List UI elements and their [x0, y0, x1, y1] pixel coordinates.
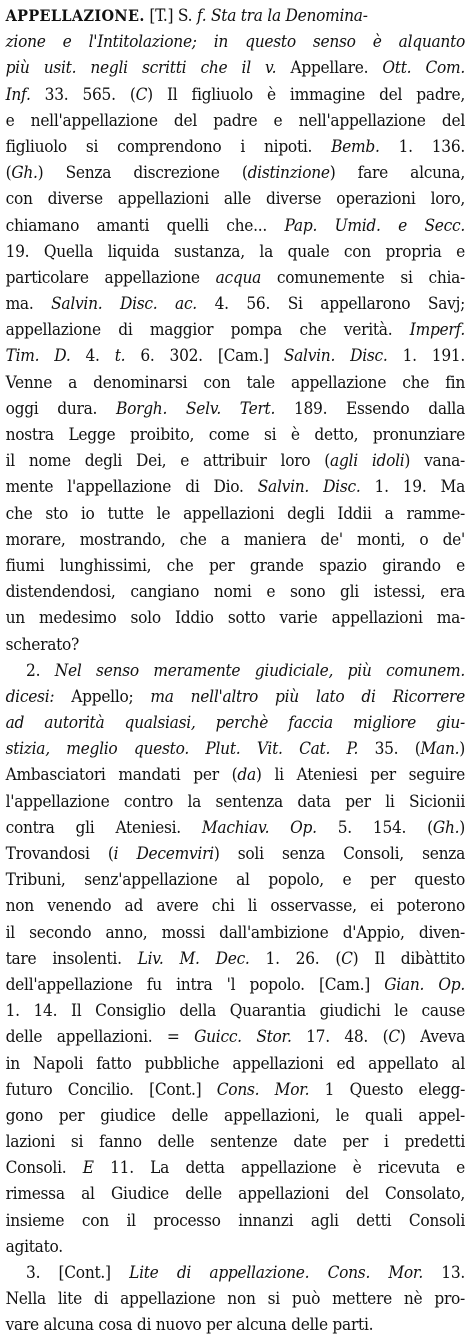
entry-line [6, 632, 465, 658]
entry-line [6, 658, 465, 684]
entry-text: 2. [26, 660, 55, 680]
entry-line [6, 317, 465, 343]
entry-text: Venne a denominarsi con tale appellazione che fin [5, 372, 466, 392]
entry-line [6, 736, 465, 762]
entry-text: il nome degli Dei, e attribuir loro ( [5, 451, 331, 471]
entry-text: 1 Questo elegg- [309, 1079, 466, 1099]
entry-line [6, 186, 465, 212]
citation-text: Gh. [11, 163, 38, 183]
entry-text: ) li Ateniesi per seguire [255, 765, 465, 785]
entry-text: ) fare alcuna, [329, 163, 465, 183]
citation-text: Lite di appellazione. Cons. Mor. [129, 1263, 423, 1282]
entry-text: l'appellazione contro la sentenza data per li Sicionii [5, 791, 466, 811]
entry-text: ) Il dibàttito [352, 948, 465, 968]
citation-text: zione e l'Intitolazione; in questo senso è alquanto [5, 32, 466, 52]
entry-text: ) [459, 739, 465, 759]
entry-line [6, 1051, 465, 1077]
entry-line [6, 815, 465, 841]
entry-line [6, 893, 465, 919]
entry-line [6, 684, 465, 710]
entry-text: contra gli Ateniesi. [5, 817, 202, 837]
entry-text: fiumi lunghissimi, che per grande spazio girando e [5, 555, 466, 575]
citation-text: Liv. M. Dec. [137, 948, 250, 968]
entry-line [6, 160, 465, 186]
entry-text: delle appellazioni. = [5, 1027, 195, 1047]
entry-text: ma. [5, 294, 52, 314]
citation-text: stizia, meglio questo. Plut. Vit. Cat. P. [5, 739, 359, 759]
citation-text: più usit. negli scritti che il v. [5, 58, 291, 78]
entry-text: 4. [70, 346, 115, 366]
entry-text: ) vana- [404, 451, 465, 471]
entry-text: [T.] S. [144, 6, 197, 25]
citation-text: Imperf. [409, 320, 465, 340]
entry-text: 4. 56. Si appellarono Savj; [196, 294, 466, 314]
entry-text: in Napoli fatto pubbliche appellazioni ed appellato al [5, 1053, 466, 1073]
entry-text: ) Aveva [399, 1027, 466, 1047]
entry-line [6, 998, 465, 1024]
entry-line [6, 29, 465, 55]
citation-text: Inf. [5, 84, 31, 104]
entry-text: il secondo anno, mossi dall'ambizione d'Appio, diven- [5, 922, 466, 942]
entry-text: appellazione di maggior pompa che verità. [5, 320, 410, 340]
entry-text: futuro Concilio. [Cont.] [5, 1079, 217, 1099]
entry-line [6, 82, 465, 108]
entry-line [6, 605, 465, 631]
entry-text: rimessa al Giudice delle appellazioni del Consolato, [5, 1184, 466, 1204]
entry-line [6, 3, 465, 29]
citation-text: acqua [215, 267, 262, 287]
entry-text: morare, mostrando, che a maniera de' monti, o de' [5, 529, 466, 549]
entry-text: 17. 48. ( [291, 1027, 389, 1047]
entry-line [6, 291, 465, 317]
entry-text: ( [5, 163, 12, 183]
entry-line [6, 1103, 465, 1129]
citation-text: Gian. Op. [384, 974, 465, 994]
citation-text: Pap. Umid. e Secc. [284, 215, 465, 235]
entry-line [6, 762, 465, 788]
entry-text: 13. [422, 1263, 465, 1282]
entry-text: 1. 26. ( [249, 948, 342, 968]
entry-line [6, 422, 465, 448]
entry-line [6, 396, 465, 422]
entry-text: nostra Legge proibito, come si è detto, pronunziare [5, 425, 466, 444]
entry-line [6, 527, 465, 553]
citation-text: E [82, 1158, 94, 1178]
entry-text: 35. ( [358, 739, 421, 759]
entry-text: scherato? [5, 634, 80, 654]
citation-text: Machiav. Op. [201, 817, 317, 837]
entry-text: oggi dura. [5, 398, 117, 418]
entry-text: ) soli senza Consoli, senza [213, 844, 465, 863]
entry-text: 11. La detta appellazione è ricevuta e [93, 1158, 466, 1178]
entry-line [6, 867, 465, 893]
citation-text: C [341, 948, 353, 968]
citation-text: Bemb. [331, 136, 380, 156]
entry-line [6, 946, 465, 972]
citation-text: Salvin. Disc. [257, 477, 361, 497]
citation-text: ma nell'altro più lato di Ricorrere [150, 686, 466, 706]
entry-text: 1. 14. Il Consiglio della Quarantia giudichi le cause [5, 1001, 466, 1021]
entry-text: Appellare. [290, 58, 383, 78]
entry-text: vare alcuna cosa di nuovo per alcuna delle parti. [5, 1315, 374, 1335]
citation-text: ad autorità qualsiasi, perchè faccia migliore giu- [5, 713, 466, 733]
entry-line [6, 1024, 465, 1050]
entry-line [6, 1129, 465, 1155]
entry-line [6, 972, 465, 998]
entry-text: Ambasciatori mandati per ( [5, 765, 238, 785]
entry-text: ) Il figliuolo è immagine del padre, [147, 84, 465, 104]
entry-text: 33. 565. ( [30, 84, 136, 104]
entry-text: un medesimo solo Iddio sotto varie appellazioni ma- [5, 608, 466, 628]
dictionary-entry-appellazione [6, 3, 465, 1339]
entry-line [6, 370, 465, 396]
citation-text: distinzione [247, 163, 330, 183]
headword: APPELLAZIONE. [5, 6, 145, 25]
entry-text: mente l'appellazione di Dio. [5, 477, 258, 497]
entry-text: 1. 136. [379, 136, 465, 156]
entry-line [6, 265, 465, 291]
citation-text: f. Sta tra la Denomina- [196, 6, 368, 25]
entry-text: 189. Essendo dalla [275, 398, 466, 418]
citation-text: Borgh. Selv. Tert. [116, 398, 276, 418]
entry-text: distendendosi, cangiano nomi e sono gli istessi, era [5, 582, 466, 602]
entry-line [6, 920, 465, 946]
citation-text: Salvin. Disc. [283, 346, 388, 366]
entry-text: che sto io tutte le appellazioni degli Iddii a ramme- [5, 503, 466, 523]
entry-line [6, 1286, 465, 1312]
entry-text: 1. 191. [387, 346, 466, 366]
citation-text: Ott. Com. [382, 58, 465, 78]
entry-line [6, 553, 465, 579]
entry-line [6, 1312, 465, 1338]
entry-line [6, 239, 465, 265]
citation-text: Salvin. Disc. ac. [51, 294, 197, 314]
entry-line [6, 1208, 465, 1234]
entry-line [6, 789, 465, 815]
entry-text: Consoli. [5, 1158, 83, 1178]
entry-text: Tribuni, senz'appellazione al popolo, e per questo [5, 870, 466, 890]
entry-text: 6. 302. [Cam.] [125, 346, 284, 366]
citation-text: Nel senso meramente giudiciale, più comunem. [54, 660, 465, 680]
entry-text: Trovandosi ( [5, 844, 114, 863]
entry-text: non venendo ad avere chi li osservasse, ei poterono [5, 896, 466, 916]
citation-text: Gh. [432, 817, 460, 837]
entry-text: tare insolenti. [5, 948, 138, 968]
entry-line [6, 55, 465, 81]
entry-text: Nella lite di appellazione non si può mettere nè pro- [5, 1289, 466, 1309]
entry-text: e nell'appellazione del padre e nell'appellazione del [5, 110, 466, 130]
entry-text: lazioni si fanno delle sentenze date per i predetti [5, 1132, 466, 1152]
entry-line [6, 474, 465, 500]
citation-text: C [135, 84, 148, 104]
entry-text: 3. [Cont.] [26, 1263, 130, 1282]
entry-text: con diverse appellazioni alle diverse operazioni loro, [5, 189, 466, 209]
entry-line [6, 108, 465, 134]
entry-line [6, 134, 465, 160]
entry-text: 19. Quella liquida sustanza, la quale con propria e [5, 241, 466, 261]
entry-text: 5. 154. ( [316, 817, 433, 837]
entry-line [6, 501, 465, 527]
entry-text: ) [459, 817, 465, 837]
entry-text: ) Senza discrezione ( [37, 163, 248, 183]
entry-text: agitato. [5, 1236, 63, 1256]
entry-line [6, 841, 465, 867]
entry-text: 1. 19. Ma [360, 477, 465, 497]
citation-text: Cons. Mor. [216, 1079, 310, 1099]
entry-line [6, 1155, 465, 1181]
entry-text: chiamano amanti quelli che... [5, 215, 285, 235]
entry-line [6, 343, 465, 369]
citation-text: dicesi: [5, 686, 55, 706]
entry-line [6, 579, 465, 605]
entry-line [6, 710, 465, 736]
entry-text: Appello; [54, 686, 151, 706]
entry-line [6, 1234, 465, 1260]
entry-line [6, 213, 465, 239]
entry-line [6, 1181, 465, 1207]
entry-text: comunemente si chia- [261, 267, 465, 287]
citation-text: t. [114, 346, 126, 366]
entry-text: figliuolo si comprendono i nipoti. [5, 136, 332, 156]
citation-text: i Decemviri [113, 844, 214, 863]
entry-line [6, 1077, 465, 1103]
entry-text: dell'appellazione fu intra 'l popolo. [Cam.] [5, 974, 385, 994]
citation-text: Man. [420, 739, 460, 759]
citation-text: agli idoli [330, 451, 405, 471]
entry-line [6, 448, 465, 474]
citation-text: Guicc. Stor. [194, 1027, 292, 1047]
citation-text: C [388, 1027, 400, 1047]
entry-text: insieme con il processo innanzi agli detti Consoli [5, 1210, 466, 1230]
citation-text: da [237, 765, 256, 785]
citation-text: Tim. D. [5, 346, 71, 366]
entry-text: particolare appellazione [5, 267, 216, 287]
entry-text: gono per giudice delle appellazioni, le quali appel- [5, 1105, 466, 1125]
entry-line [6, 1260, 465, 1286]
